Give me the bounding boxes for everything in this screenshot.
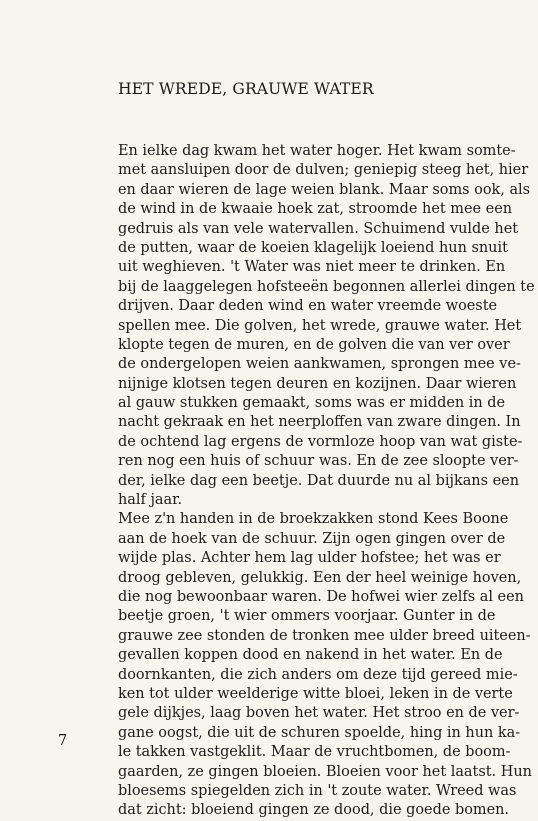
text-line: doornkanten, die zich anders om deze tijd gereed mie- (118, 666, 518, 683)
text-line: Mee z'n handen in de broekzakken stond Kees Boone (118, 511, 509, 528)
text-line: die nog bewoonbaar waren. De hofwei wier zelfs al een (118, 588, 524, 605)
text-line: aan de hoek van de schuur. Zijn ogen gingen over de (118, 530, 506, 547)
text-line: dat zicht: bloeiend gingen ze dood, die goede bomen. (118, 802, 510, 819)
text-line: uit weghieven. 't Water was niet meer te drinken. En (118, 259, 506, 276)
text-line: bij de laaggelegen hofsteeën begonnen allerlei dingen te (118, 278, 535, 295)
text-line: En ielke dag kwam het water hoger. Het kwam somte- (118, 143, 516, 159)
text-line: de ondergelopen weien aankwamen, sprongen mee ve- (118, 356, 521, 373)
text-line: de ochtend lag ergens de vormloze hoop van wat giste- (118, 433, 523, 450)
text-line: de putten, waar de koeien klagelijk loeiend hun snuit (118, 239, 508, 256)
text-line: met aansluipen door de dulven; geniepig steeg het, hier (118, 162, 529, 179)
text-line: der, ielke dag een beetje. Dat duurde nu al bijkans een (118, 472, 519, 489)
text-line: gane oogst, die uit de schuren spoelde, hing in hun ka- (118, 724, 521, 741)
page-number: 7 (58, 733, 68, 749)
text-line: al gauw stukken gemaakt, soms was er midden in de (118, 395, 506, 412)
text-line: gedruis als van vele watervallen. Schuimend vulde het (118, 220, 519, 237)
text-line: klopte tegen de muren, en de golven die van ver over (118, 336, 510, 353)
text-line: bloesems spiegelden zich in 't zoute water. Wreed was (118, 782, 517, 799)
text-line: wijde plas. Achter hem lag ulder hofstee; het was er (118, 550, 501, 567)
text-line: grauwe zee stonden de tronken mee ulder breed uiteen- (118, 627, 531, 644)
text-line: droog gebleven, gelukkig. Een der heel weinige hoven, (118, 569, 522, 586)
text-line: le takken vastgeklit. Maar de vruchtbomen, de boom- (118, 744, 511, 761)
text-line: nijnige klotsen tegen deuren en kozijnen. Daar wieren (118, 375, 517, 392)
text-line: gele dijkjes, laag boven het water. Het stroo en de ver- (118, 705, 520, 722)
text-line: spellen mee. Die golven, het wrede, grauwe water. Het (118, 317, 522, 334)
text-line: half jaar. (118, 492, 183, 509)
text-line: en daar wieren de lage weien blank. Maar soms ook, als (118, 181, 531, 198)
chapter-title: HET WREDE, GRAUWE WATER (118, 80, 374, 98)
text-line: de wind in de kwaaie hoek zat, stroomde het mee een (118, 201, 513, 218)
text-line: gaarden, ze gingen bloeien. Bloeien voor het laatst. Hun (118, 763, 532, 780)
text-line: beetje groen, 't wier ommers voorjaar. Gunter in de (118, 608, 496, 625)
text-line: drijven. Daar deden wind en water vreemde woeste (118, 298, 498, 315)
text-line: nacht gekraak en het neerploffen van zware dingen. In (118, 414, 521, 431)
text-line: ren nog een huis of schuur was. En de zee sloopte ver- (118, 453, 519, 470)
text-line: gevallen koppen dood en nakend in het water. En de (118, 647, 503, 664)
text-line: ken tot ulder weelderige witte bloei, leken in de verte (118, 685, 513, 702)
body-text (118, 142, 535, 821)
